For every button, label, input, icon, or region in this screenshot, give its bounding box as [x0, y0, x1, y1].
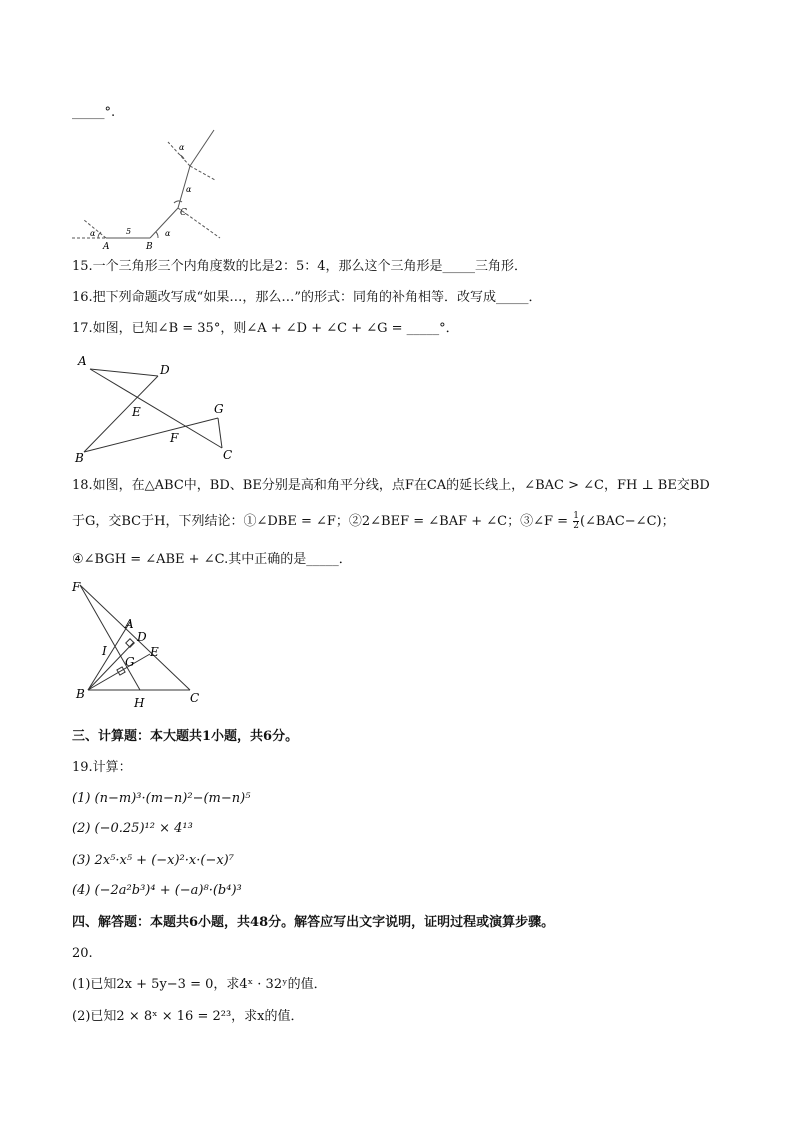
fig18-label-E: E [150, 645, 159, 659]
fig17-label-G: G [214, 402, 224, 416]
fig18-label-B: B [76, 687, 85, 701]
fig18-label-F: F [72, 580, 81, 594]
question-18-line2 [72, 512, 675, 531]
figure-q17 [72, 352, 242, 465]
fig17-label-A: A [78, 354, 87, 368]
question-20-part-1: (1)已知2x + 5y−3 = 0，求4ˣ · 32ʸ的值． [72, 977, 327, 992]
fig18-label-C: C [190, 691, 200, 705]
q18-line2-start: 于G，交BC于H，下列结论：①∠DBE = ∠F；②2∠BEF = ∠BAF + ∠C；③∠F = [72, 514, 573, 529]
q18-frac-num: 1 [573, 511, 579, 521]
question-20-part-2: (2)已知2 × 8ˣ × 16 = 2²³，求x的值． [72, 1009, 304, 1024]
q18-fraction [573, 512, 579, 531]
q18-line2-end: (∠BAC−∠C)； [579, 514, 675, 529]
fig17-label-D: D [160, 363, 170, 377]
question-19-part-1: (1) (n−m)³·(m−n)²−(m−n)⁵ [72, 791, 251, 806]
fig18-label-I: I [102, 644, 107, 658]
question-19-part-2: (2) (−0.25)¹² × 4¹³ [72, 821, 193, 836]
fig14-label-alpha-a: α [90, 229, 96, 238]
fig14-label-5: 5 [126, 227, 132, 236]
question-19-title: 19.计算： [72, 760, 132, 775]
section-3-heading: 三、计算题：本大题共1小题，共6分。 [72, 729, 299, 744]
fig17-label-F: F [170, 431, 179, 445]
question-17: 17.如图，已知∠B = 35°，则∠A + ∠D + ∠C + ∠G = _____°． [72, 321, 459, 336]
figure-q14 [70, 128, 230, 253]
question-16: 16.把下列命题改写成“如果…，那么…”的形式：同角的补角相等．改写成_____． [72, 290, 542, 305]
fig18-label-D: D [137, 630, 147, 644]
fig17-label-E: E [132, 405, 141, 419]
fig14-label-C: C [180, 208, 187, 218]
question-19-part-3: (3) 2x⁵·x⁵ + (−x)²·x·(−x)⁷ [72, 853, 234, 868]
q14-answer-blank: _____°. [72, 105, 116, 120]
question-20-number: 20. [72, 946, 93, 961]
fig18-label-H: H [134, 696, 145, 710]
question-18-line3: ④∠BGH = ∠ABE + ∠C.其中正确的是_____． [72, 552, 352, 567]
fig14-label-alpha-b: α [165, 229, 171, 238]
fig14-label-B: B [146, 242, 153, 252]
fig17-label-C: C [223, 448, 233, 462]
figure-q18 [70, 580, 210, 710]
section-4-heading: 四、解答题：本题共6小题，共48分。解答应写出文字说明，证明过程或演算步骤。 [72, 915, 555, 930]
fig18-label-A: A [125, 617, 134, 631]
fig18-label-G: G [125, 655, 135, 669]
q18-frac-den: 2 [573, 521, 579, 531]
question-18-line1: 18.如图，在△ABC中，BD、BE分别是高和角平分线，点F在CA的延长线上，∠BAC > ∠C，FH ⊥ BE交BD [72, 478, 710, 493]
fig14-label-A: A [103, 242, 110, 252]
question-15: 15.一个三角形三个内角度数的比是2：5：4，那么这个三角形是_____三角形． [72, 259, 527, 274]
fig14-label-alpha-c: α [186, 185, 192, 194]
question-19-part-4: (4) (−2a²b³)⁴ + (−a)⁸·(b⁴)³ [72, 883, 242, 898]
fig17-label-B: B [75, 451, 84, 465]
fig14-label-alpha-d: α [179, 143, 185, 152]
